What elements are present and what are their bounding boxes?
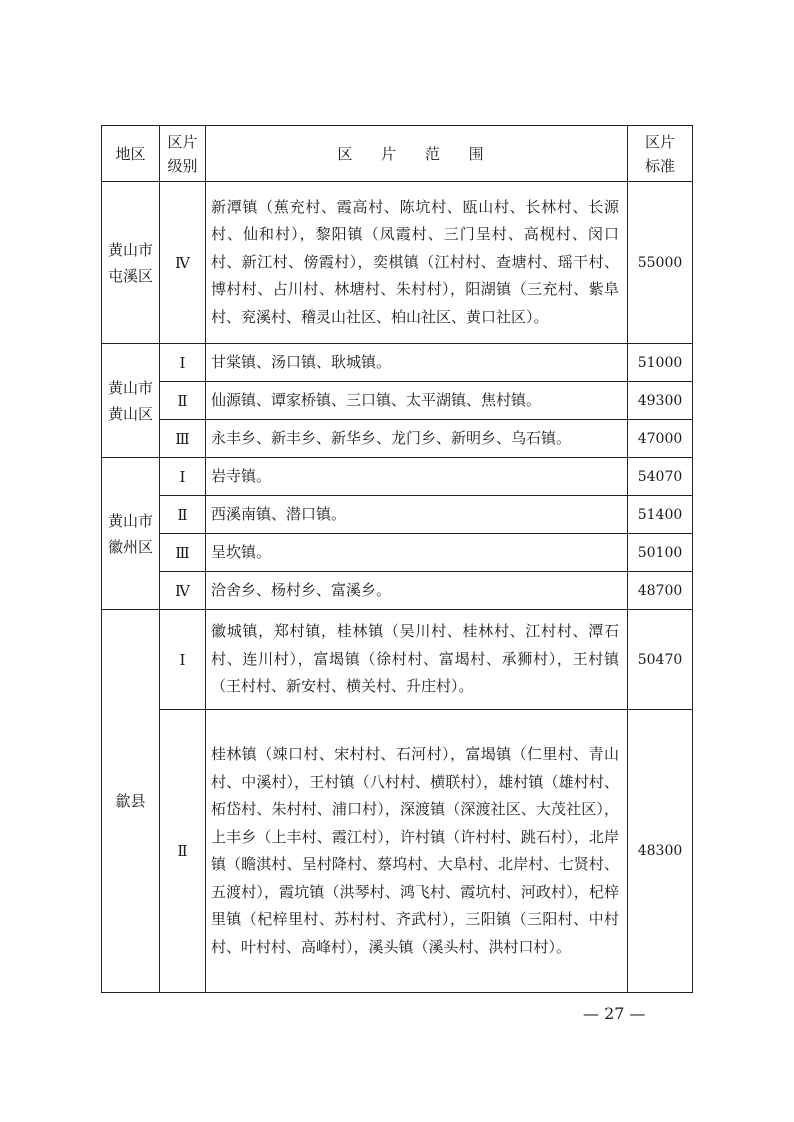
table-row (102, 710, 693, 993)
area-cell: 黄山市 黄山区 (102, 344, 160, 458)
table-header-row (102, 126, 693, 182)
range-cell: 岩寺镇。 (206, 458, 628, 496)
range-cell: 永丰乡、新丰乡、新华乡、龙门乡、新明乡、乌石镇。 (206, 420, 628, 458)
level-cell: Ⅰ (160, 344, 206, 382)
level-cell: Ⅳ (160, 182, 206, 344)
table-row (102, 610, 693, 710)
area-cell: 歙县 (102, 610, 160, 993)
standard-cell: 50470 (628, 610, 693, 710)
table-row (102, 534, 693, 572)
range-cell: 洽舍乡、杨村乡、富溪乡。 (206, 572, 628, 610)
range-cell: 西溪南镇、潜口镇。 (206, 496, 628, 534)
header-area: 地区 (102, 126, 160, 182)
standard-cell: 55000 (628, 182, 693, 344)
range-cell: 徽城镇，郑村镇，桂林镇（吴川村、桂林村、江村村、潭石村、连川村），富堨镇（徐村村、富堨村、承狮村），王村镇（王村村、新安村、横关村、升庄村）。 (206, 610, 628, 710)
header-level: 区片 级别 (160, 126, 206, 182)
standard-cell: 47000 (628, 420, 693, 458)
standard-cell: 51400 (628, 496, 693, 534)
level-cell: Ⅰ (160, 458, 206, 496)
level-cell: Ⅳ (160, 572, 206, 610)
table-row (102, 382, 693, 420)
table-row (102, 458, 693, 496)
level-cell: Ⅲ (160, 420, 206, 458)
land-price-table (101, 125, 693, 993)
header-standard: 区片 标准 (628, 126, 693, 182)
standard-cell: 51000 (628, 344, 693, 382)
header-range: 区 片 范 围 (206, 126, 628, 182)
level-cell: Ⅱ (160, 710, 206, 993)
area-cell: 黄山市 徽州区 (102, 458, 160, 610)
area-cell: 黄山市 屯溪区 (102, 182, 160, 344)
range-cell: 甘棠镇、汤口镇、耿城镇。 (206, 344, 628, 382)
level-cell: Ⅲ (160, 534, 206, 572)
range-cell: 桂林镇（竦口村、宋村村、石河村），富堨镇（仁里村、青山村、中溪村），王村镇（八村村、横联村），雄村镇（雄村村、柘岱村、朱村村、浦口村），深渡镇（深渡社区、大茂社区），上丰乡（上丰村、霞江村），许村镇（许村村、跳石村），北岸镇（瞻淇村、呈村降村、蔡坞村、大阜村、北岸村、七贤村、五渡村），霞坑镇（洪琴村、鸿飞村、霞坑村、河政村），杞梓里镇（杞梓里村、苏村村、齐武村），三阳镇（三阳村、中村村、叶村村、高峰村），溪头镇（溪头村、洪村口村）。 (206, 710, 628, 993)
table-row (102, 182, 693, 344)
level-cell: Ⅰ (160, 610, 206, 710)
standard-cell: 48300 (628, 710, 693, 993)
level-cell: Ⅱ (160, 382, 206, 420)
standard-cell: 50100 (628, 534, 693, 572)
table-row (102, 572, 693, 610)
standard-cell: 49300 (628, 382, 693, 420)
range-cell: 仙源镇、谭家桥镇、三口镇、太平湖镇、焦村镇。 (206, 382, 628, 420)
table-row (102, 344, 693, 382)
standard-cell: 48700 (628, 572, 693, 610)
standard-cell: 54070 (628, 458, 693, 496)
level-cell: Ⅱ (160, 496, 206, 534)
table-row (102, 496, 693, 534)
page-number: — 27 — (583, 1004, 646, 1023)
range-cell: 呈坎镇。 (206, 534, 628, 572)
range-cell: 新潭镇（蕉充村、霞高村、陈坑村、瓯山村、长林村、长源村、仙和村），黎阳镇（凤霞村、三门呈村、高枧村、闵口村、新江村、傍霞村），奕棋镇（江村村、查塘村、瑶干村、博村村、占川村、林塘村、朱村村），阳湖镇（三充村、紫阜村、兖溪村、稽灵山社区、柏山社区、黄口社区）。 (206, 182, 628, 344)
table-row (102, 420, 693, 458)
